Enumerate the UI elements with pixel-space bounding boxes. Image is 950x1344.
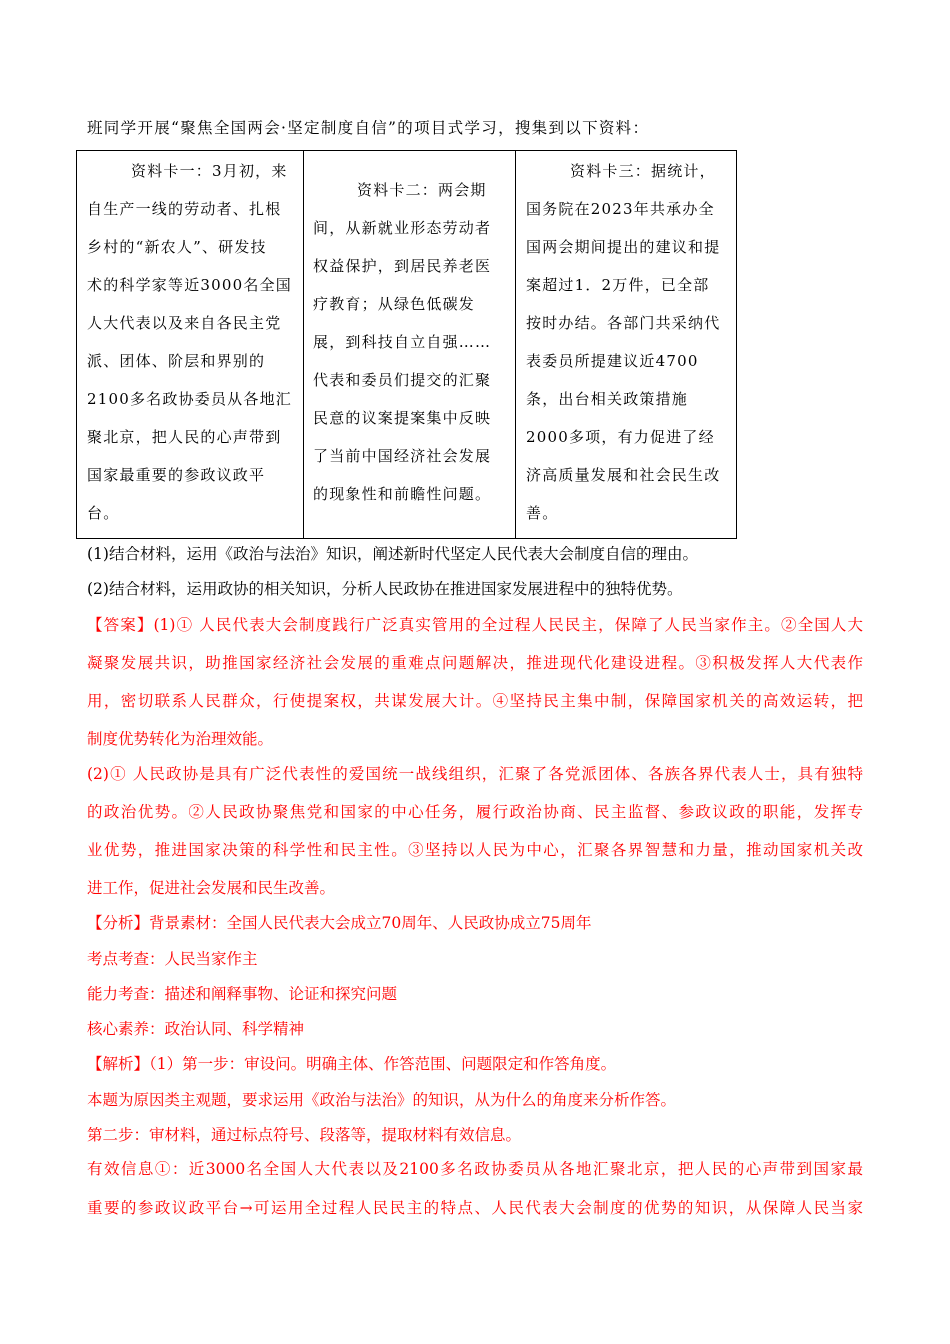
card-line: 间，从新就业形态劳动者 — [313, 219, 492, 237]
answer-line: 【答案】(1)① 人民代表大会制度践行广泛真实管用的全过程人民民主，保障了人民当家作主。②全国人大 — [87, 616, 863, 634]
card-line: 自生产一线的劳动者、扎根 — [87, 200, 282, 218]
analysis-line: 第二步：审材料，通过标点符号、段落等，提取材料有效信息。 — [87, 1126, 522, 1144]
card-line: 国务院在2023年共承办全 — [526, 200, 715, 218]
card-line: 民意的议案提案集中反映 — [313, 409, 492, 427]
card-line: 案超过1．2万件，已全部 — [526, 276, 710, 294]
analysis-line: 考点考查：人民当家作主 — [87, 950, 258, 968]
card-line: 善。 — [526, 504, 559, 522]
analysis-line: 重要的参政议政平台→可运用全过程人民民主的特点、人民代表大会制度的优势的知识，从保障人民当家 — [87, 1199, 863, 1217]
card-line: 展，到科技自立自强…… — [313, 333, 492, 351]
card-line: 国两会期间提出的建议和提 — [526, 238, 721, 256]
card-line: 济高质量发展和社会民生改 — [526, 466, 721, 484]
answer-line: 进工作，促进社会发展和民生改善。 — [87, 879, 336, 897]
card-line: 2100多名政协委员从各地汇 — [87, 390, 292, 408]
card-line: 乡村的“新农人”、研发技 — [87, 238, 267, 256]
intro-text: 班同学开展“聚焦全国两会·坚定制度自信”的项目式学习，搜集到以下资料： — [87, 119, 650, 137]
analysis-line: 有效信息①：近3000名全国人大代表以及2100多名政协委员从各地汇聚北京，把人民的心声带到国家最 — [87, 1160, 863, 1178]
card-line: 2000多项，有力促进了经 — [526, 428, 715, 446]
analysis-line: 【分析】背景素材：全国人民代表大会成立70周年、人民政协成立75周年 — [87, 914, 592, 932]
answer-line: 的政治优势。②人民政协聚焦党和国家的中心任务，履行政治协商、民主监督、参政议政的职能，发挥专 — [87, 803, 863, 821]
material-card-2 — [303, 151, 516, 538]
card-line: 派、团体、阶层和界别的 — [87, 352, 266, 370]
card-line: 疗教育；从绿色低碳发 — [313, 295, 476, 313]
answer-line: 制度优势转化为治理效能。 — [87, 730, 274, 748]
material-cards-table — [76, 150, 737, 539]
answer-line: 凝聚发展共识，助推国家经济社会发展的重难点问题解决，推进现代化建设进程。③积极发挥人大代表作 — [87, 654, 863, 672]
card-line: 的现象性和前瞻性问题。 — [313, 485, 492, 503]
analysis-line: 本题为原因类主观题，要求运用《政治与法治》的知识，从为什么的角度来分析作答。 — [87, 1091, 677, 1109]
card-line: 国家最重要的参政议政平 — [87, 466, 266, 484]
material-card-1 — [77, 151, 304, 538]
card-line: 代表和委员们提交的汇聚 — [313, 371, 492, 389]
card-line: 权益保护，到居民养老医 — [313, 257, 492, 275]
card-line: 术的科学家等近3000名全国 — [87, 276, 292, 294]
card-line: 台。 — [87, 504, 120, 522]
answer-line: 用，密切联系人民群众，行使提案权，共谋发展大计。④坚持民主集中制，保障国家机关的高效运转，把 — [87, 692, 863, 710]
card-line: 按时办结。各部门共采纳代 — [526, 314, 721, 332]
card-line: 了当前中国经济社会发展 — [313, 447, 492, 465]
material-card-3 — [515, 151, 736, 538]
answer-line: (2)① 人民政协是具有广泛代表性的爱国统一战线组织，汇聚了各党派团体、各族各界代表人士，具有独特 — [87, 765, 863, 783]
card-line: 人大代表以及来自各民主党 — [87, 314, 282, 332]
analysis-line: 核心素养：政治认同、科学精神 — [87, 1020, 305, 1038]
card-line: 资料卡三：据统计， — [570, 162, 716, 180]
card-line: 聚北京，把人民的心声带到 — [87, 428, 282, 446]
question-1: (1)结合材料，运用《政治与法治》知识，阐述新时代坚定人民代表大会制度自信的理由。 — [87, 545, 698, 563]
card-line: 表委员所提建议近4700 — [526, 352, 699, 370]
analysis-line: 【解析】（1）第一步：审设问。明确主体、作答范围、问题限定和作答角度。 — [87, 1055, 617, 1073]
question-2: (2)结合材料，运用政协的相关知识，分析人民政协在推进国家发展进程中的独特优势。 — [87, 580, 683, 598]
card-line: 条，出台相关政策措施 — [526, 390, 689, 408]
card-line: 资料卡二：两会期 — [357, 181, 487, 199]
answer-line: 业优势，推进国家决策的科学性和民主性。③坚持以人民为中心，汇聚各界智慧和力量，推动国家机关改 — [87, 841, 863, 859]
analysis-line: 能力考查：描述和阐释事物、论证和探究问题 — [87, 985, 398, 1003]
card-line: 资料卡一：3月初，来 — [131, 162, 288, 180]
